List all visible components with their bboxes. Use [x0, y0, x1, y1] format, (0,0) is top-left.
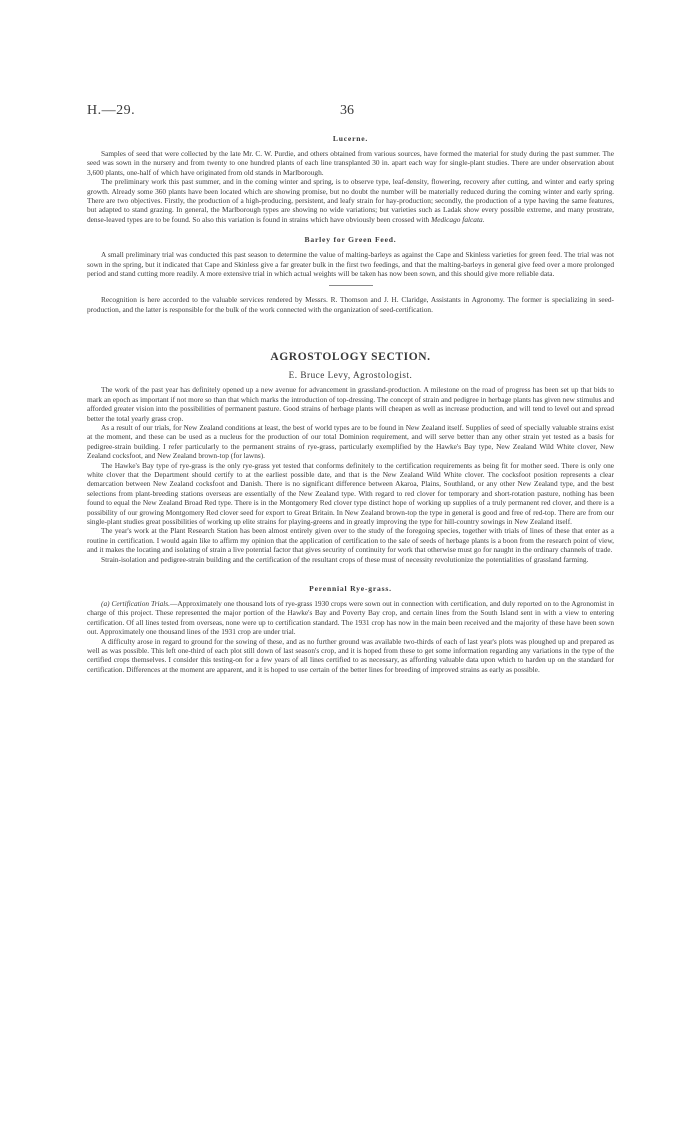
perennial-paragraph-2: A difficulty arose in regard to ground for the sowing of these, and as no further ground was available two-thirds of each of last year's plots was ploughed up and prepared as well as was possible. This left one-third of each plot still down of last season's crop, and it is hoped from these to get some information regarding any variations in the type of the certified crops themselves. I consider this testing-on for a few years of all lines certified to as necessary, as affording valuable data upon which to harden up on the standard for certification. Differences at the moment are apparent, and it is hoped to use certain of the better lines for breeding of improved strains as early as possible. [87, 636, 614, 674]
agrostology-paragraph-2: As a result of our trials, for New Zealand conditions at least, the best of world types are to be found in New Zealand itself. Supplies of seed of specially valuable strains exist at the moment, and these can be used as a nucleus for the production of our total Dominion requirement, and will serve better than any other strain yet tested as a basis for pedigree-strain building. I refer particularly to the permanent strains of rye-grass, particularly exemplified by the Hawke's Bay type, New Zealand Wild White clover, New Zealand cocksfoot, and New Zealand brown-top (for lawns). [87, 422, 614, 461]
lucerne-paragraph-2-text: The preliminary work this past summer, and in the coming winter and spring, is to observe type, leaf-density, flowering, recovery after cutting, and winter and early spring growth. Already some 360 plants have been located which are showing promise, but no doubt the number will be materially reduced during the coming winter and early spring. There are two objectives. Firstly, the production of a high-producing, persistent, and leafy strain for hay-production; secondly, the production of a type having the same features, but adapted to stand grazing. In general, the Marlborough types are showing no wide variations; but varieties such as Ladak show every possible extreme, and many prostrate, dense-leaved types are to be found. So also this variation is found in strains which have obviously been crossed with [87, 177, 614, 224]
document-reference: H.—29. [87, 103, 136, 118]
perennial-paragraph-1-text: —Approximately one thousand lots of rye-grass 1930 crops were sown out in connection with certification, and duly reported on to the Agronomist in charge of this project. These represented the major portion of the Hawke's Bay and Poverty Bay crop, and certain lines from the South Island sent in with a view to entering certification. Of all lines tested from overseas, none were up to certification standard. The 1931 crop has now in the main been received and the majority of these have been sown out. Approximately one thousand lines of the 1931 crop are under trial. [87, 599, 614, 637]
section-divider [329, 285, 373, 286]
agrostology-paragraph-1: The work of the past year has definitely opened up a new avenue for advancement in grassland-production. A milestone on the road of progress has been set up that bids to mark an epoch as important if not more so than that which marks the introduction of top-dressing. The concept of strain and pedigree in herbage plants has given new stimulus and afforded greater vision into the possibilities of permanent pasture. Good strains of herbage plants will cheapen as well as increase production, and will tend to level out and spread better the total yearly grass crop. [87, 385, 614, 423]
section-heading-lucerne: Lucerne. [332, 134, 369, 143]
agrostology-paragraph-3: The Hawke's Bay type of rye-grass is the only rye-grass yet tested that conforms definitely to the certification requirements as being fit for mother seed. There is only one white clover that the Department should certify to at the earliest possible date, and that is the New Zealand Wild White clover. The cocksfoot position represents a clear demarcation between New Zealand cocksfoot and Danish. There is no significant difference between Akaroa, Plains, Southland, or any other New Zealand type, and the best selections from plant-breeding stations overseas are essentially of the New Zealand type. With regard to red clover for temporary and short-rotation pasture, nothing has been found to equal the New Zealand Broad Red type. There is in the Montgomery Red clover type distinct hope of working up supplies of a truly permanent red clover, and there is a possibility of our growing Montgomery Red clover seed for export to Great Britain. In New Zealand brown-top the type in general is good and free of red-top. There are from our single-plant studies great possibilities of working up elite strains for playing-greens and in greatly improving the type for hill-country sowings in New Zealand itself. [87, 460, 614, 526]
agrostology-section-heading: AGROSTOLOGY SECTION. [270, 351, 431, 364]
species-name: Medicago falcata. [431, 214, 485, 224]
section-heading-barley: Barley for Green Feed. [304, 235, 397, 245]
page-body [87, 134, 614, 674]
agrostology-paragraph-4: The year's work at the Plant Research Station has been almost entirely given over to the study of the foregoing species, together with trials of lines of these that enter as a routine in certification. I would again like to affirm my opinion that the application of certification to the sale of seeds of herbage plants is a boon from the research point of view, and it makes the locating and isolating of strain a live potential factor that gives security of continuity for work that otherwise must go for naught in the ordinary channels of trade. [87, 526, 614, 555]
subsection-label: (a) Certification Trials. [101, 599, 170, 608]
page-header [87, 103, 627, 123]
barley-paragraph-1: A small preliminary trial was conducted this past season to determine the value of malting-barleys as against the Cape and Skinless varieties for green feed. The trial was not sown in the spring, but it indicated that Cape and Skinless give a far greater bulk in the first two feedings, and that the malting-barleys in general give feed over a more prolonged period and stand cutting more readily. A more extensive trial in which actual weights will be taken has now been sown, and this should give more reliable data. [87, 250, 614, 279]
lucerne-paragraph-1: Samples of seed that were collected by the late Mr. C. W. Purdie, and others obtained from various sources, have formed the material for study during the past summer. The seed was sown in the nursery and from twenty to one hundred plants of each line transplanted 30 in. apart each way for single-plant studies. There are under observation about 3,600 plants, one-half of which have originated from old stands in Marlborough. [87, 149, 614, 177]
perennial-paragraph-1 [87, 599, 614, 637]
section-author: E. Bruce Levy, Agrostologist. [288, 370, 413, 381]
lucerne-paragraph-2 [87, 177, 614, 224]
recognition-paragraph: Recognition is here accorded to the valuable services rendered by Messrs. R. Thomson and J. H. Claridge, Assistants in Agronomy. The former is specializing in seed-production, and the latter is responsible for the bulk of the work connected with the organization of seed-certification. [87, 295, 614, 314]
section-heading-perennial-rye-grass: Perennial Rye-grass. [309, 584, 392, 593]
page-number: 36 [340, 103, 354, 118]
agrostology-paragraph-5: Strain-isolation and pedigree-strain building and the certification of the resultant crops of these must of necessity revolutionize the potentialities of grassland farming. [101, 554, 589, 564]
